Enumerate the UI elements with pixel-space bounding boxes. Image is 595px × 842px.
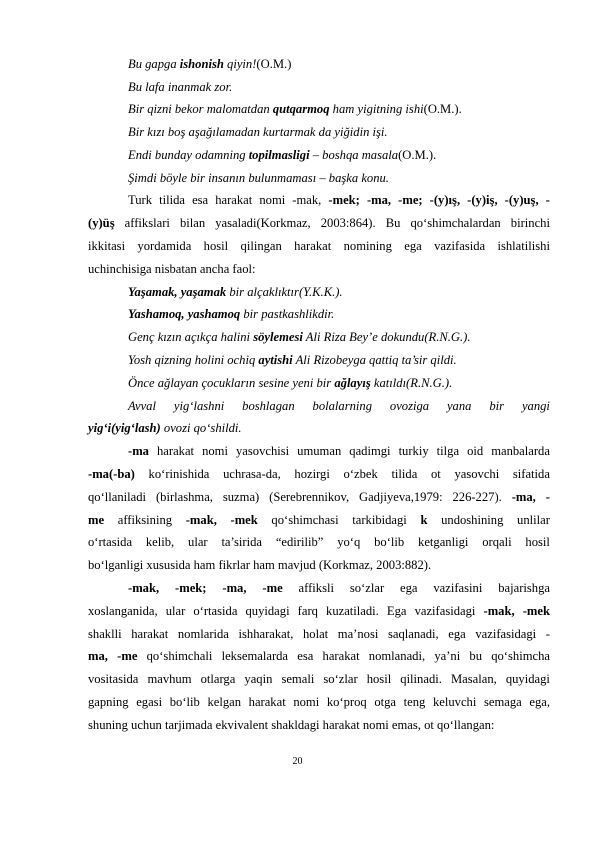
text-segment: uchinchisiga nisbatan ancha faol: (88, 262, 256, 276)
text-word: ma’nosi (337, 627, 379, 641)
text-line (128, 147, 550, 163)
text-word: qilingan (240, 239, 282, 253)
text-word: egasi (136, 695, 163, 709)
text-word: harakat (294, 239, 332, 253)
text-word: tarkibidagi (352, 513, 407, 527)
text-line (88, 648, 550, 664)
text-word: nomi (259, 193, 286, 207)
text-word: nomi (293, 695, 320, 709)
text-word: - (545, 490, 550, 504)
text-word: -mak, (185, 513, 217, 527)
text-word: -me (262, 581, 283, 595)
text-word: gapning (88, 695, 129, 709)
text-word: shaklli (88, 627, 122, 641)
text-word: bo‘lib (374, 535, 405, 549)
text-word: bilan (179, 216, 206, 230)
text-segment: bir alçaklıktır(Y.K.K.). (226, 285, 343, 299)
text-word: nomi (202, 444, 228, 458)
text-word: Turk (128, 193, 153, 207)
text-line (128, 56, 550, 72)
text-word: affikslari (124, 216, 170, 230)
text-word: bajarishga (498, 581, 550, 595)
text-word: qo‘shimchali (146, 649, 213, 663)
text-line (128, 192, 550, 208)
text-word: esa (297, 649, 314, 663)
text-word: ma, (88, 649, 108, 663)
text-word: -ma, (511, 490, 536, 504)
text-segment: Önce ağlayan çocukların sesine yeni bir (128, 376, 335, 390)
text-word: yasovchisi (235, 444, 290, 458)
text-word: -ma, (366, 193, 392, 207)
text-segment: ham yigitning ishi (329, 102, 424, 116)
text-word: k (420, 513, 428, 527)
text-word: vositasida (88, 672, 139, 686)
text-segment: Ali Rizobeyga qattiq ta’sir qildi. (292, 353, 457, 367)
text-segment: Yaşamak, yaşamak (128, 285, 227, 299)
text-line (88, 534, 550, 550)
text-word: yaqin (244, 672, 273, 686)
text-word: yig‘lashni (173, 399, 225, 413)
text-word: kuzatiladi. (326, 604, 379, 618)
text-word: harakat (215, 193, 253, 207)
text-word: bir (489, 399, 505, 413)
text-word: yordamida (137, 239, 192, 253)
text-word: qo‘llaniladi (88, 490, 147, 504)
text-word: bolalarning (312, 399, 372, 413)
text-word: so‘zlar (323, 672, 358, 686)
text-word: teng (403, 695, 426, 709)
text-word: esa (192, 193, 209, 207)
text-segment: Endi bunday odamning (128, 148, 249, 162)
text-line (88, 671, 550, 687)
text-word: hosil (525, 535, 550, 549)
text-word: (Serebrennikov, (269, 490, 350, 504)
text-segment: Genç kızın açıkça halini (128, 330, 254, 344)
text-segment: Ali Riza Bey’e dokundu(R.N.G.). (302, 330, 471, 344)
text-word: Gadjiyeva,1979: (358, 490, 443, 504)
text-word: harakat (248, 695, 286, 709)
text-line (88, 420, 550, 436)
text-word: -mek (522, 604, 550, 618)
text-segment: – boshqa masala (309, 148, 399, 162)
text-word: turkiy (398, 444, 429, 458)
text-word: (birlashma, (155, 490, 213, 504)
text-segment: bir pastkashlikdir. (240, 307, 335, 321)
text-word: Avval (128, 399, 156, 413)
text-line (128, 375, 550, 391)
text-segment: aytishi (258, 353, 293, 367)
text-word: boshlagan (242, 399, 295, 413)
text-word: harakat (131, 627, 169, 641)
text-word: ta’sirida (221, 535, 263, 549)
text-segment: shuning uchun tarjimada ekvivalent shakldagi harakat nomi emas, ot qo‘llangan: (88, 718, 495, 732)
text-line (88, 238, 550, 254)
text-line (88, 603, 550, 619)
text-word: saqlanadi, (387, 627, 439, 641)
text-word: -(y)iş, (467, 193, 498, 207)
text-segment: (O.M.). (398, 148, 437, 162)
text-segment: qutqarmoq (272, 102, 330, 116)
text-word: ega (400, 581, 418, 595)
text-word: vazifasidagi (414, 604, 476, 618)
text-word: ular (165, 604, 186, 618)
text-segment: Yashamoq, yashamoq (128, 307, 241, 321)
text-word: vazifasida (434, 239, 486, 253)
text-word: ko‘rinishida (148, 467, 210, 481)
text-word: semaga (483, 695, 522, 709)
text-word: 2003:864). (320, 216, 376, 230)
text-line (88, 512, 550, 528)
text-word: ko‘proq (326, 695, 367, 709)
text-line (128, 101, 550, 117)
text-word: qo‘shimchalardan (410, 216, 501, 230)
text-word: ega (404, 239, 422, 253)
text-segment: (O.M.) (256, 57, 292, 71)
text-word: ot (430, 467, 441, 481)
text-word: “edirilib” (275, 535, 324, 549)
text-word: -mek; (328, 193, 360, 207)
text-word: leksemalarda (221, 649, 289, 663)
text-segment: ishonish (179, 57, 224, 71)
text-word: ikkitasi (88, 239, 126, 253)
text-word: sifatida (512, 467, 550, 481)
text-word: harakat (322, 649, 360, 663)
text-word: -mak, (292, 193, 322, 207)
text-segment: qiyin! (223, 57, 257, 71)
text-word: hozirgi (294, 467, 330, 481)
text-word: so‘zlar (349, 581, 385, 595)
text-word: -ma(-ba) (88, 467, 135, 481)
text-word: yana (446, 399, 472, 413)
text-word: - (545, 627, 550, 641)
text-word: affiksining (117, 513, 173, 527)
text-word: otga (374, 695, 397, 709)
text-word: harakat (157, 444, 195, 458)
text-line (128, 329, 550, 345)
text-word: ishharakat, (238, 627, 294, 641)
text-word: yasovchi (454, 467, 500, 481)
text-word: ketganligi (418, 535, 469, 549)
page-number: 20 (292, 756, 303, 767)
text-word: kelib, (145, 535, 175, 549)
text-word: keluvchi (432, 695, 477, 709)
text-word: yangi (521, 399, 550, 413)
text-word: oid (467, 444, 484, 458)
text-word: -me; (398, 193, 423, 207)
text-word: 226-227). (452, 490, 502, 504)
text-segment: (O.M.). (423, 102, 462, 116)
text-word: suzma) (222, 490, 260, 504)
text-line (88, 489, 550, 505)
text-word: farq (297, 604, 318, 618)
text-word: orqali (482, 535, 512, 549)
text-word: -mek; (175, 581, 207, 595)
text-word: umuman (297, 444, 342, 458)
text-segment: bo‘lganligi xususida ham fikrlar ham mavjud (Korkmaz, 2003:882). (88, 558, 432, 572)
text-segment: ovozi qo‘shildi. (160, 421, 242, 435)
text-segment: Şimdi böyle bir insanın bulunmaması – başka konu. (128, 171, 389, 185)
text-word: - (545, 193, 550, 207)
text-line (128, 398, 550, 414)
text-word: unlilar (517, 513, 550, 527)
text-word: ya’ni (434, 649, 461, 663)
text-word: Ega (386, 604, 407, 618)
text-word: holat (303, 627, 329, 641)
text-line (88, 626, 550, 642)
text-word: manbalarda (491, 444, 550, 458)
text-word: nomining (343, 239, 392, 253)
text-line (128, 306, 550, 322)
text-word: ular (188, 535, 208, 549)
text-word: kelgan (207, 695, 242, 709)
text-word: o‘zbek (343, 467, 378, 481)
text-word: qo‘shimcha (491, 649, 550, 663)
text-line (128, 580, 550, 596)
text-line (88, 717, 550, 733)
text-word: yasaladi(Korkmaz, (215, 216, 311, 230)
text-word: -ma, (222, 581, 247, 595)
text-word: -me (117, 649, 138, 663)
text-line (128, 284, 550, 300)
text-word: qilinadi. (400, 672, 442, 686)
text-line (88, 557, 550, 573)
text-segment: Bir qizni bekor malomatdan (128, 102, 273, 116)
text-segment: söylemesi (253, 330, 303, 344)
text-word: hosil (203, 239, 229, 253)
text-word: -mak, (128, 581, 160, 595)
text-word: uchrasa-da, (223, 467, 281, 481)
text-word: -(y)ış, (429, 193, 461, 207)
text-word: o‘rtasida (193, 604, 238, 618)
text-word: me (88, 513, 105, 527)
text-word: ega, (529, 695, 550, 709)
text-word: -ma (128, 444, 149, 458)
text-line (128, 124, 550, 140)
text-word: quyidagi (505, 672, 550, 686)
text-segment: Bu gapga (128, 57, 180, 71)
text-word: birinchi (510, 216, 550, 230)
text-line (88, 694, 550, 710)
text-word: otlarga (200, 672, 236, 686)
text-word: vazifasidagi (475, 627, 537, 641)
text-word: qo‘shimchasi (271, 513, 339, 527)
text-word: Masalan, (450, 672, 497, 686)
text-word: semali (281, 672, 315, 686)
text-line (88, 215, 550, 231)
text-segment: Yosh qizning holini ochiq (128, 353, 259, 367)
text-line (88, 466, 550, 482)
text-word: o‘rtasida (88, 535, 133, 549)
text-line (128, 79, 550, 95)
text-line (128, 352, 550, 368)
text-segment: Bir kızı boş aşağılamadan kurtarmak da yiğidin işi. (128, 125, 388, 139)
text-word: -mak, (483, 604, 515, 618)
text-word: Bu (385, 216, 401, 230)
text-word: vazifasini (433, 581, 483, 595)
text-word: undoshining (441, 513, 504, 527)
text-line (88, 261, 550, 277)
text-segment: topilmasligi (248, 148, 310, 162)
text-segment: ağlayış (334, 376, 371, 390)
text-word: mavhum (147, 672, 192, 686)
text-word: -(y)uş, (504, 193, 539, 207)
text-word: tilga (436, 444, 460, 458)
text-word: bu (469, 649, 482, 663)
text-word: nomlarida (177, 627, 229, 641)
text-word: xoslanganida, (88, 604, 158, 618)
text-word: ovoziga (389, 399, 430, 413)
text-line (128, 170, 550, 186)
text-word: ega (448, 627, 466, 641)
text-word: hosil (366, 672, 392, 686)
text-word: bo‘lib (169, 695, 200, 709)
text-word: tilida (159, 193, 185, 207)
text-word: qadimgi (349, 444, 391, 458)
text-line (128, 443, 550, 459)
text-segment: yig‘i(yig‘lash) (88, 421, 161, 435)
text-word: affiksli (298, 581, 334, 595)
text-segment: katıldı(R.N.G.). (370, 376, 453, 390)
text-word: -mek (230, 513, 258, 527)
text-word: (y)üş (88, 216, 115, 230)
text-word: tilida (391, 467, 418, 481)
text-segment: Bu lafa inanmak zor. (128, 80, 233, 94)
text-word: yo‘q (337, 535, 361, 549)
text-word: ishlatilishi (497, 239, 550, 253)
text-word: nomlanadi, (368, 649, 426, 663)
text-word: quyidagi (245, 604, 290, 618)
